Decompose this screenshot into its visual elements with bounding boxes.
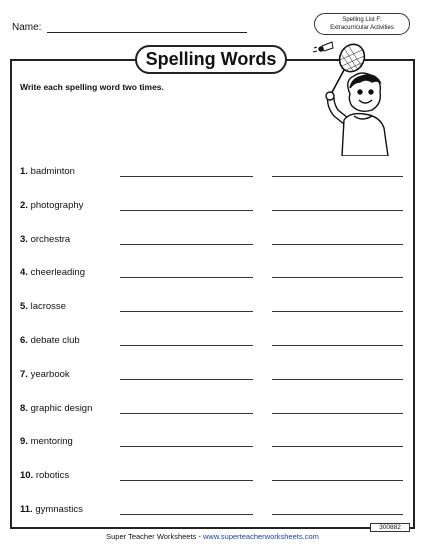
spelling-word: mentoring (30, 436, 73, 448)
word-row (20, 166, 410, 200)
write-line-2[interactable] (272, 277, 403, 278)
spelling-list-badge (314, 13, 410, 35)
write-line-1[interactable] (120, 277, 253, 278)
worksheet-code: 300882 (370, 523, 410, 532)
word-row (20, 200, 410, 234)
spelling-word: gymnastics (35, 503, 83, 515)
badminton-player-illustration (292, 36, 392, 156)
word-row (20, 267, 410, 301)
word-number: 9. (20, 436, 28, 448)
word-row (20, 436, 410, 470)
footer-url[interactable]: www.superteacherworksheets.com (202, 532, 319, 541)
player-head (348, 73, 381, 111)
write-line-1[interactable] (120, 345, 253, 346)
write-line-2[interactable] (272, 379, 403, 380)
write-line-1[interactable] (120, 244, 253, 245)
write-line-1[interactable] (120, 514, 253, 515)
name-row (12, 22, 247, 33)
word-row (20, 403, 410, 437)
spelling-word: cheerleading (30, 267, 85, 279)
write-line-2[interactable] (272, 480, 403, 481)
word-list (20, 166, 410, 538)
spelling-word: robotics (35, 470, 70, 482)
write-line-2[interactable] (272, 514, 403, 515)
write-line-2[interactable] (272, 446, 403, 447)
spelling-word: debate club (30, 334, 80, 346)
write-line-1[interactable] (120, 480, 253, 481)
write-line-2[interactable] (272, 244, 403, 245)
word-number: 3. (20, 233, 28, 245)
write-line-2[interactable] (272, 345, 403, 346)
write-line-2[interactable] (272, 311, 403, 312)
word-row (20, 470, 410, 504)
page-title: Spelling Words (135, 45, 287, 74)
write-line-1[interactable] (120, 210, 253, 211)
name-label: Name: (12, 22, 42, 33)
spelling-word: lacrosse (30, 301, 66, 313)
word-number: 2. (20, 199, 28, 211)
word-row (20, 234, 410, 268)
word-number: 4. (20, 267, 28, 279)
player-body (342, 114, 388, 156)
write-line-1[interactable] (120, 176, 253, 177)
write-line-1[interactable] (120, 446, 253, 447)
word-number: 7. (20, 368, 28, 380)
word-row (20, 301, 410, 335)
word-row (20, 369, 410, 403)
write-line-2[interactable] (272, 413, 403, 414)
word-number: 6. (20, 334, 28, 346)
spelling-word: graphic design (30, 402, 93, 414)
word-number: 8. (20, 402, 28, 414)
word-number: 1. (20, 166, 28, 177)
spelling-word: badminton (30, 166, 75, 177)
spelling-word: yearbook (30, 368, 70, 380)
write-line-1[interactable] (120, 413, 253, 414)
instructions: Write each spelling word two times. (20, 82, 164, 92)
write-line-2[interactable] (272, 210, 403, 211)
list-topic: Extracurricular Activities (330, 25, 394, 31)
write-line-1[interactable] (120, 311, 253, 312)
footer-brand: Super Teacher Worksheets - (106, 532, 203, 541)
spelling-word: orchestra (30, 233, 71, 245)
word-row (20, 335, 410, 369)
spelling-word: photography (30, 199, 84, 211)
word-number: 5. (20, 301, 28, 313)
word-number: 11. (20, 503, 33, 515)
write-line-2[interactable] (272, 176, 403, 177)
list-title: Spelling List F: (342, 17, 382, 23)
name-field[interactable] (47, 24, 247, 33)
word-number: 10. (20, 470, 34, 482)
write-line-1[interactable] (120, 379, 253, 380)
shuttlecock-icon (313, 42, 333, 52)
footer (0, 532, 425, 541)
